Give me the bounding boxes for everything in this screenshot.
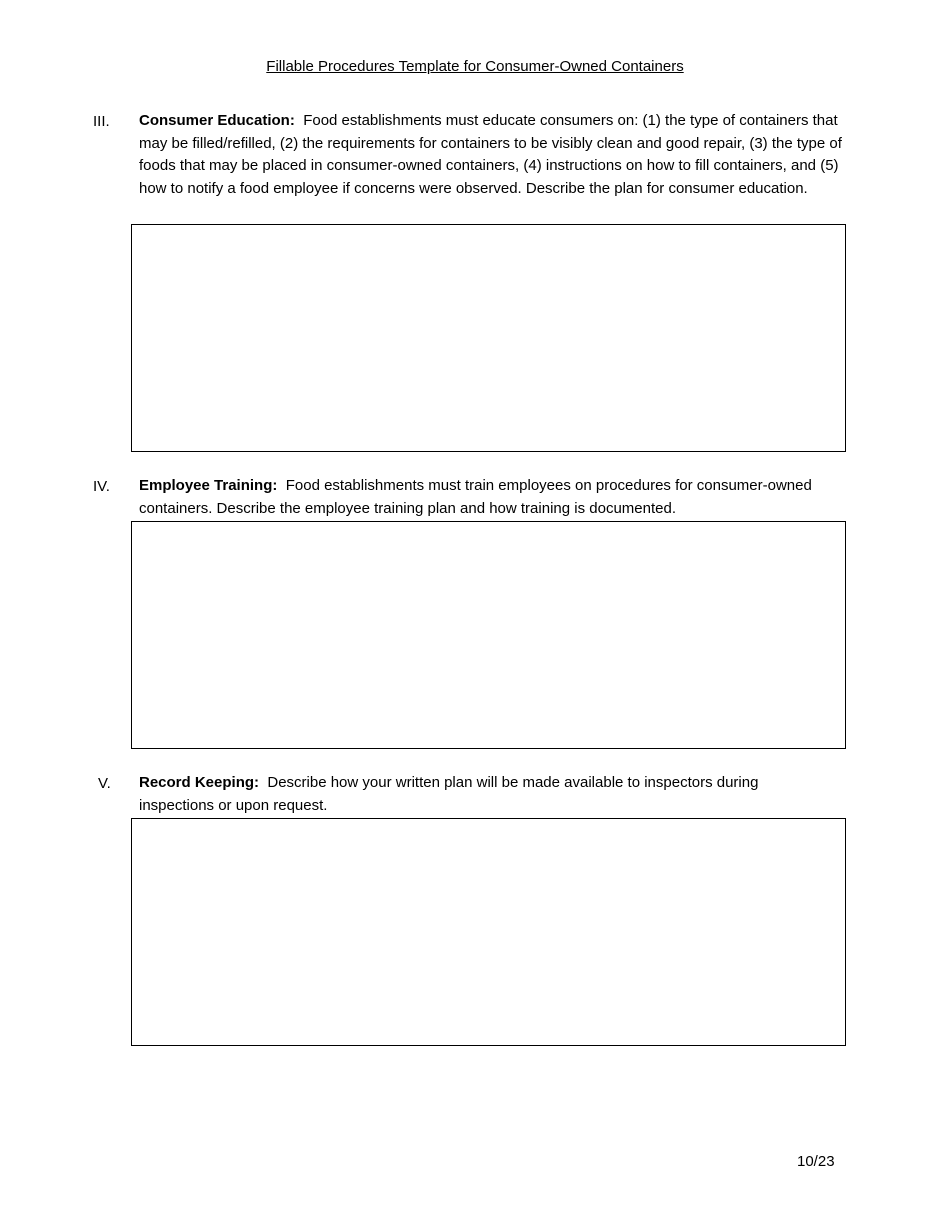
section-body-consumer-education: Food establishments must educate consumers on: (1) the type of containers that may be filled/refilled, (2) the requirements for containers to be visibly clean and good repair, (3) the type of foods that may be placed in consumer-owned containers, (4) instructions on how to fill containers, and (5) how to notify a food employee if concerns were observed. Describe the plan for consumer education.: [139, 112, 842, 197]
document-title: Fillable Procedures Template for Consumer-Owned Containers: [266, 58, 684, 75]
section-numeral-iii: III.: [93, 113, 110, 130]
section-text-consumer-education: [139, 110, 844, 200]
section-body-employee-training: Food establishments must train employees on procedures for consumer-owned containers. Describe the employee training plan and how training is documented.: [139, 477, 812, 517]
employee-training-response-box[interactable]: [131, 521, 846, 749]
page-number: 10/23: [797, 1153, 835, 1170]
section-heading-consumer-education: Consumer Education:: [139, 112, 295, 129]
consumer-education-response-box[interactable]: [131, 224, 846, 452]
section-numeral-v: V.: [98, 775, 111, 792]
record-keeping-response-box[interactable]: [131, 818, 846, 1046]
section-heading-employee-training: Employee Training:: [139, 477, 278, 494]
section-text-record-keeping: [139, 772, 799, 817]
section-numeral-iv: IV.: [93, 478, 110, 495]
section-text-employee-training: [139, 475, 844, 520]
section-body-record-keeping: Describe how your written plan will be made available to inspectors during inspections or upon request.: [139, 774, 759, 814]
section-heading-record-keeping: Record Keeping:: [139, 774, 260, 791]
